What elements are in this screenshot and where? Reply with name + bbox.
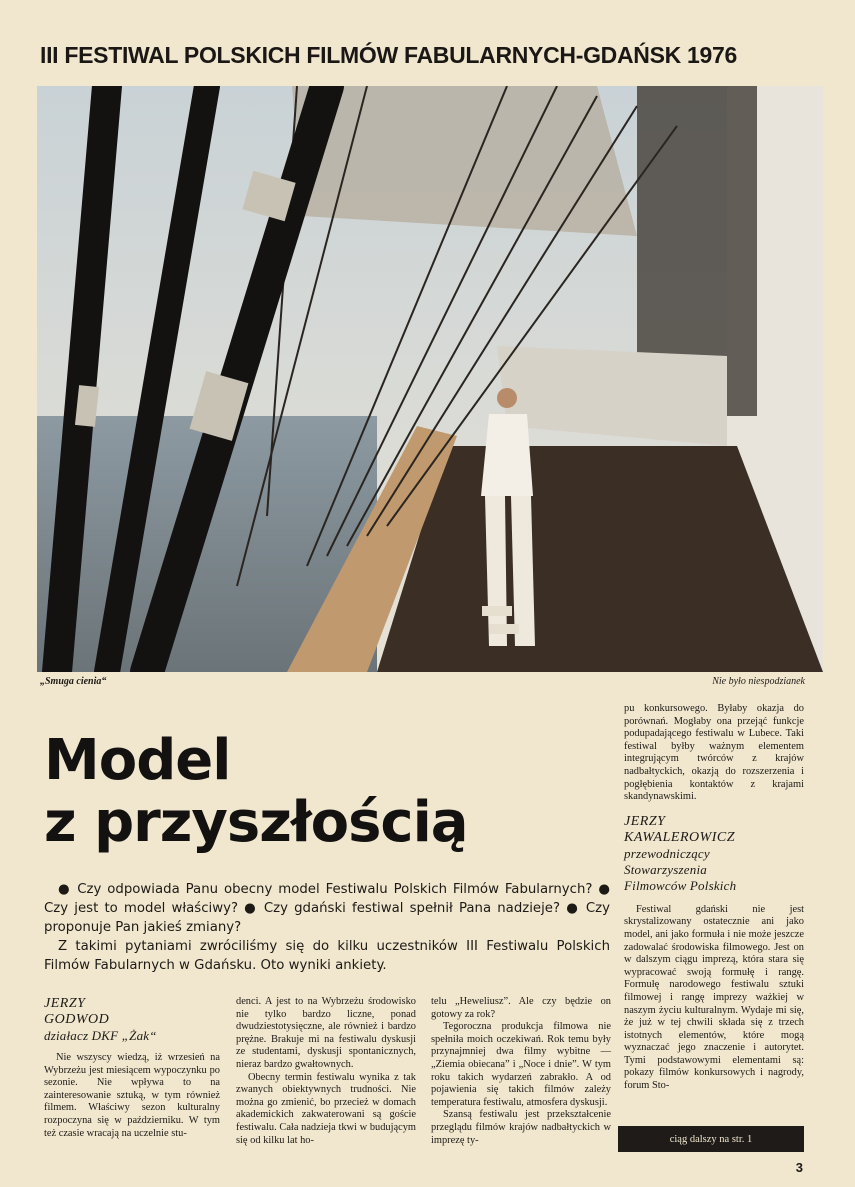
author-kawalerowicz <box>624 814 804 894</box>
photo-caption-right: Nie było niespodzianek <box>712 676 805 687</box>
author-first-name: JERZY <box>624 813 666 829</box>
author-role-line-1: przewodniczący <box>624 845 710 861</box>
author-role-line-3: Filmowców Polskich <box>624 877 737 893</box>
column-3 <box>431 996 611 1147</box>
column-3-paragraph-2: Tegoroczna produkcja filmowa nie spełniła moich oczekiwań. Rok temu były przynajmniej dwa filmy wybitne — „Ziemia obiecana” i „Noce i dnie”. W tym roku takich wydarzeń zabrakło. A od pojawienia się takich filmów zależy temperatura festiwalu, atmosfera dyskusji. <box>431 1021 611 1108</box>
article-headline <box>44 730 604 854</box>
column-4 <box>624 703 804 1093</box>
author-last-name: KAWALEROWICZ <box>624 829 736 845</box>
page-number: 3 <box>795 1160 803 1175</box>
author-role: działacz DKF „Żak“ <box>44 1028 157 1043</box>
column-3-paragraph-3: Szansą festiwalu jest przekształcenie przeglądu filmów krajów nadbałtyckich w imprezę ty- <box>431 1109 611 1146</box>
photo-caption-left: „Smuga cienia“ <box>40 676 107 687</box>
author-last-name: GODWOD <box>44 1012 110 1027</box>
column-1 <box>44 996 220 1140</box>
intro-questions: ● Czy odpowiada Panu obecny model Festiwalu Polskich Filmów Fabularnych? ● Czy jest to model właściwy? ● Czy gdański festiwal spełnił Pana nadzieje? ● Czy proponuje Pan jakieś zmiany? <box>44 882 610 935</box>
headline-line-1: Model <box>44 728 231 793</box>
headline-line-2: z przyszłością <box>44 790 468 855</box>
film-still-photo <box>37 86 823 672</box>
column-1-paragraph: Nie wszyscy wiedzą, iż wrzesień na Wybrzeżu jest miesiącem wypoczynku po sezonie. Nie wpływa to na zainteresowanie sztuką, w tym również filmem. Właściwy sezon kulturalny rozpoczyna się w październiku. W tym też czasie wracają na uczelnie stu- <box>44 1052 220 1139</box>
author-role-line-2: Stowarzyszenia <box>624 861 707 877</box>
author-godwod <box>44 996 220 1044</box>
ship-deck-illustration <box>37 86 823 672</box>
article-intro <box>44 880 610 975</box>
column-2 <box>236 996 416 1147</box>
festival-header: III FESTIWAL POLSKICH FILMÓW FABULARNYCH-GDAŃSK 1976 <box>40 42 738 68</box>
column-2-paragraph-2: Obecny termin festiwalu wynika z tak zwanych obiektywnych trudności. Nie można go zmienić, bo przecież w domach akademickich zakwaterowani są goście festiwalu. Cała nadzieja tkwi w budującym się od kilku lat ho- <box>236 1071 416 1146</box>
column-2-paragraph-1: denci. A jest to na Wybrzeżu środowisko nie tylko bardzo liczne, ponad dwudziestotysięczne, ale również i bardzo prężne. Brakuje mi na festiwalu dyskusji ze studentami, dyskusji spontanicznych, nieraz bardzo gwałtownych. <box>236 996 416 1070</box>
column-3-paragraph-1: telu „Heweliusz”. Ale czy będzie on gotowy za rok? <box>431 996 611 1020</box>
column-4-paragraph-1: pu konkursowego. Byłaby okazja do porównań. Mogłaby ona przejąć funkcje podupadającego festiwalu w Lubece. Taki festiwal byłby ważnym elementem integrującym twórców z krajów nadbałtyckich, okazją do rozszerzenia i pogłębienia kontaktów z krajami skandynawskimi. <box>624 703 804 803</box>
author-first-name: JERZY <box>44 996 86 1011</box>
column-4-paragraph-2: Festiwal gdański nie jest skrystalizowany ostatecznie ani jako model, ani jako formuła i nie może jeszcze zadowalać środowiska filmowego. Jest on w dalszym ciągu imprezą, która stara się wypracować swoją formułę i rangę. Formułę narodowego festiwalu sztuki filmowej i rangę imprezy ważkiej w naszym życiu kulturalnym. Wydaje mi się, że już w tej chwili składa się z trzech istotnych elementów, które mogą wyznaczać jego znaczenie i autorytet. Tymi podstawowymi elementami są: pokazy filmów konkursowych i nagrody, forum Sto- <box>624 903 804 1092</box>
continued-link[interactable]: ciąg dalszy na str. 1 <box>618 1126 804 1152</box>
intro-text: Z takimi pytaniami zwróciliśmy się do kilku uczestników III Festiwalu Polskich Filmów Fabularnych w Gdańsku. Oto wyniki ankiety. <box>44 939 610 973</box>
